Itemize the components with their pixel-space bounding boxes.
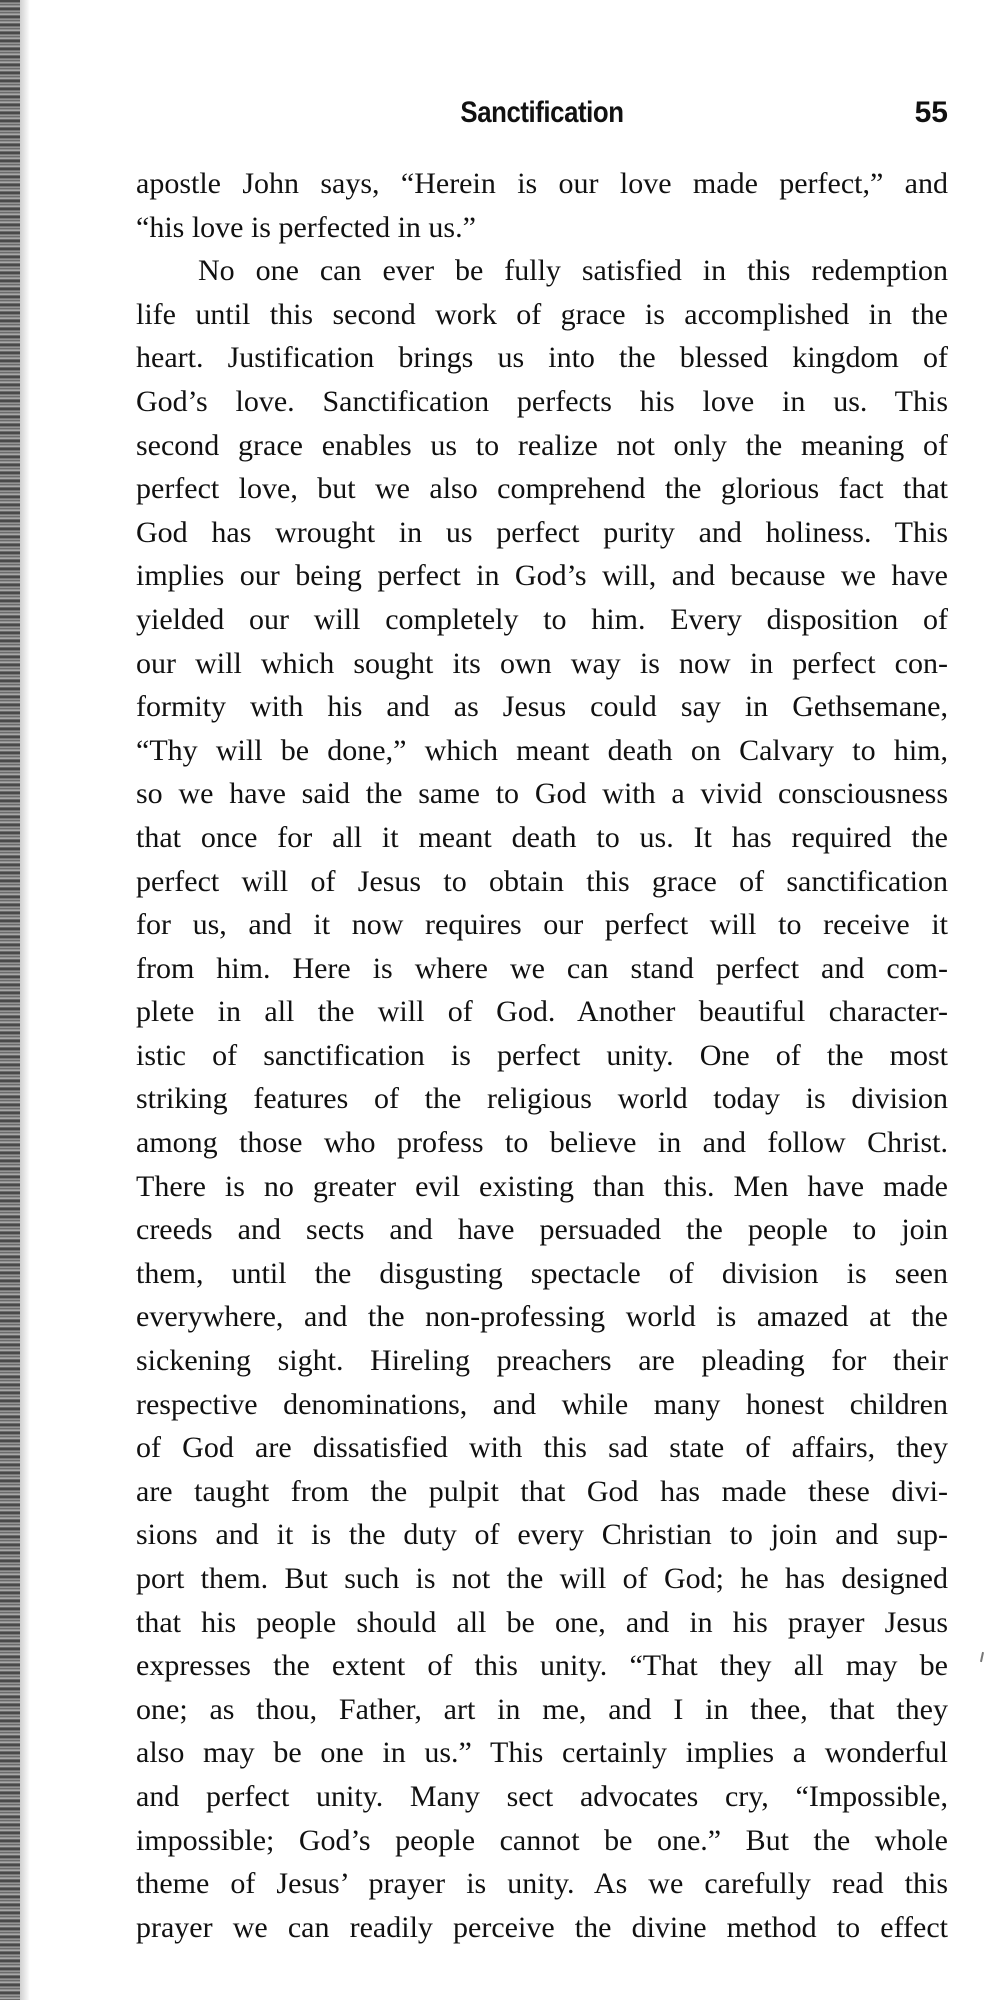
text-line: life until this second work of grace is accomplished in the xyxy=(136,297,948,331)
text-line: “his love is perfected in us.” xyxy=(136,210,476,244)
text-line: and perfect unity. Many sect advocates cry, “Impossible, xyxy=(136,1779,948,1813)
body-text xyxy=(136,162,948,1949)
text-line: implies our being perfect in God’s will, and because we have xyxy=(136,559,948,593)
text-line: impossible; God’s people cannot be one.” But the whole xyxy=(136,1823,948,1857)
text-line: everywhere, and the non-professing world is amazed at the xyxy=(136,1300,948,1334)
text-line: for us, and it now requires our perfect will to receive it xyxy=(136,908,948,942)
text-line: perfect will of Jesus to obtain this grace of sanctification xyxy=(136,864,948,898)
text-line: creeds and sects and have persuaded the people to join xyxy=(136,1213,948,1247)
chapter-title: Sanctification xyxy=(460,96,624,129)
text-line: “Thy will be done,” which meant death on Calvary to him, xyxy=(136,733,948,767)
text-line: of God are dissatisfied with this sad state of affairs, they xyxy=(136,1431,948,1465)
text-line: our will which sought its own way is now in perfect con- xyxy=(136,646,948,680)
text-line: prayer we can readily perceive the divine method to effect xyxy=(136,1910,948,1944)
text-line: also may be one in us.” This certainly implies a wonderful xyxy=(136,1736,948,1770)
paragraph-first-line: No one can ever be fully satisfied in this redemption xyxy=(198,254,948,288)
text-line: expresses the extent of this unity. “That they all may be xyxy=(136,1649,948,1683)
text-line: God has wrought in us perfect purity and holiness. This xyxy=(136,515,948,549)
text-line: so we have said the same to God with a vivid consciousness xyxy=(136,777,948,811)
text-line: respective denominations, and while many honest children xyxy=(136,1387,948,1421)
text-line: from him. Here is where we can stand perfect and com- xyxy=(136,951,948,985)
text-line: that his people should all be one, and in his prayer Jesus xyxy=(136,1605,948,1639)
text-line: istic of sanctification is perfect unity. One of the most xyxy=(136,1038,948,1072)
text-line: among those who profess to believe in and follow Christ. xyxy=(136,1126,948,1160)
text-line: theme of Jesus’ prayer is unity. As we carefully read this xyxy=(136,1867,948,1901)
text-line: perfect love, but we also comprehend the glorious fact that xyxy=(136,472,948,506)
text-line: yielded our will completely to him. Every disposition of xyxy=(136,602,948,636)
text-line: apostle John says, “Herein is our love made perfect,” and xyxy=(136,167,948,200)
text-line: plete in all the will of God. Another beautiful character- xyxy=(136,995,948,1029)
text-line: second grace enables us to realize not only the meaning of xyxy=(136,428,948,462)
text-line: God’s love. Sanctification perfects his love in us. This xyxy=(136,384,948,418)
text-line: that once for all it meant death to us. It has required the xyxy=(136,820,948,854)
text-line: port them. But such is not the will of God; he has designed xyxy=(136,1562,948,1595)
text-line: heart. Justification brings us into the blessed kingdom of xyxy=(136,341,948,375)
text-line: are taught from the pulpit that God has made these divi- xyxy=(136,1474,948,1508)
page-binding-edge xyxy=(0,0,20,2000)
text-line: sions and it is the duty of every Christian to join and sup- xyxy=(136,1518,948,1552)
text-line: There is no greater evil existing than this. Men have made xyxy=(136,1169,948,1203)
stray-ink-mark xyxy=(980,1652,984,1662)
text-line: sickening sight. Hireling preachers are pleading for their xyxy=(136,1344,948,1378)
text-line: them, until the disgusting spectacle of division is seen xyxy=(136,1256,948,1290)
page-number: 55 xyxy=(914,96,948,129)
text-line: formity with his and as Jesus could say in Gethsemane, xyxy=(136,690,948,724)
text-line: one; as thou, Father, art in me, and I in thee, that they xyxy=(136,1692,948,1726)
text-line: striking features of the religious world today is division xyxy=(136,1082,948,1116)
page-binding-shadow xyxy=(20,0,30,2000)
running-header xyxy=(136,96,948,136)
